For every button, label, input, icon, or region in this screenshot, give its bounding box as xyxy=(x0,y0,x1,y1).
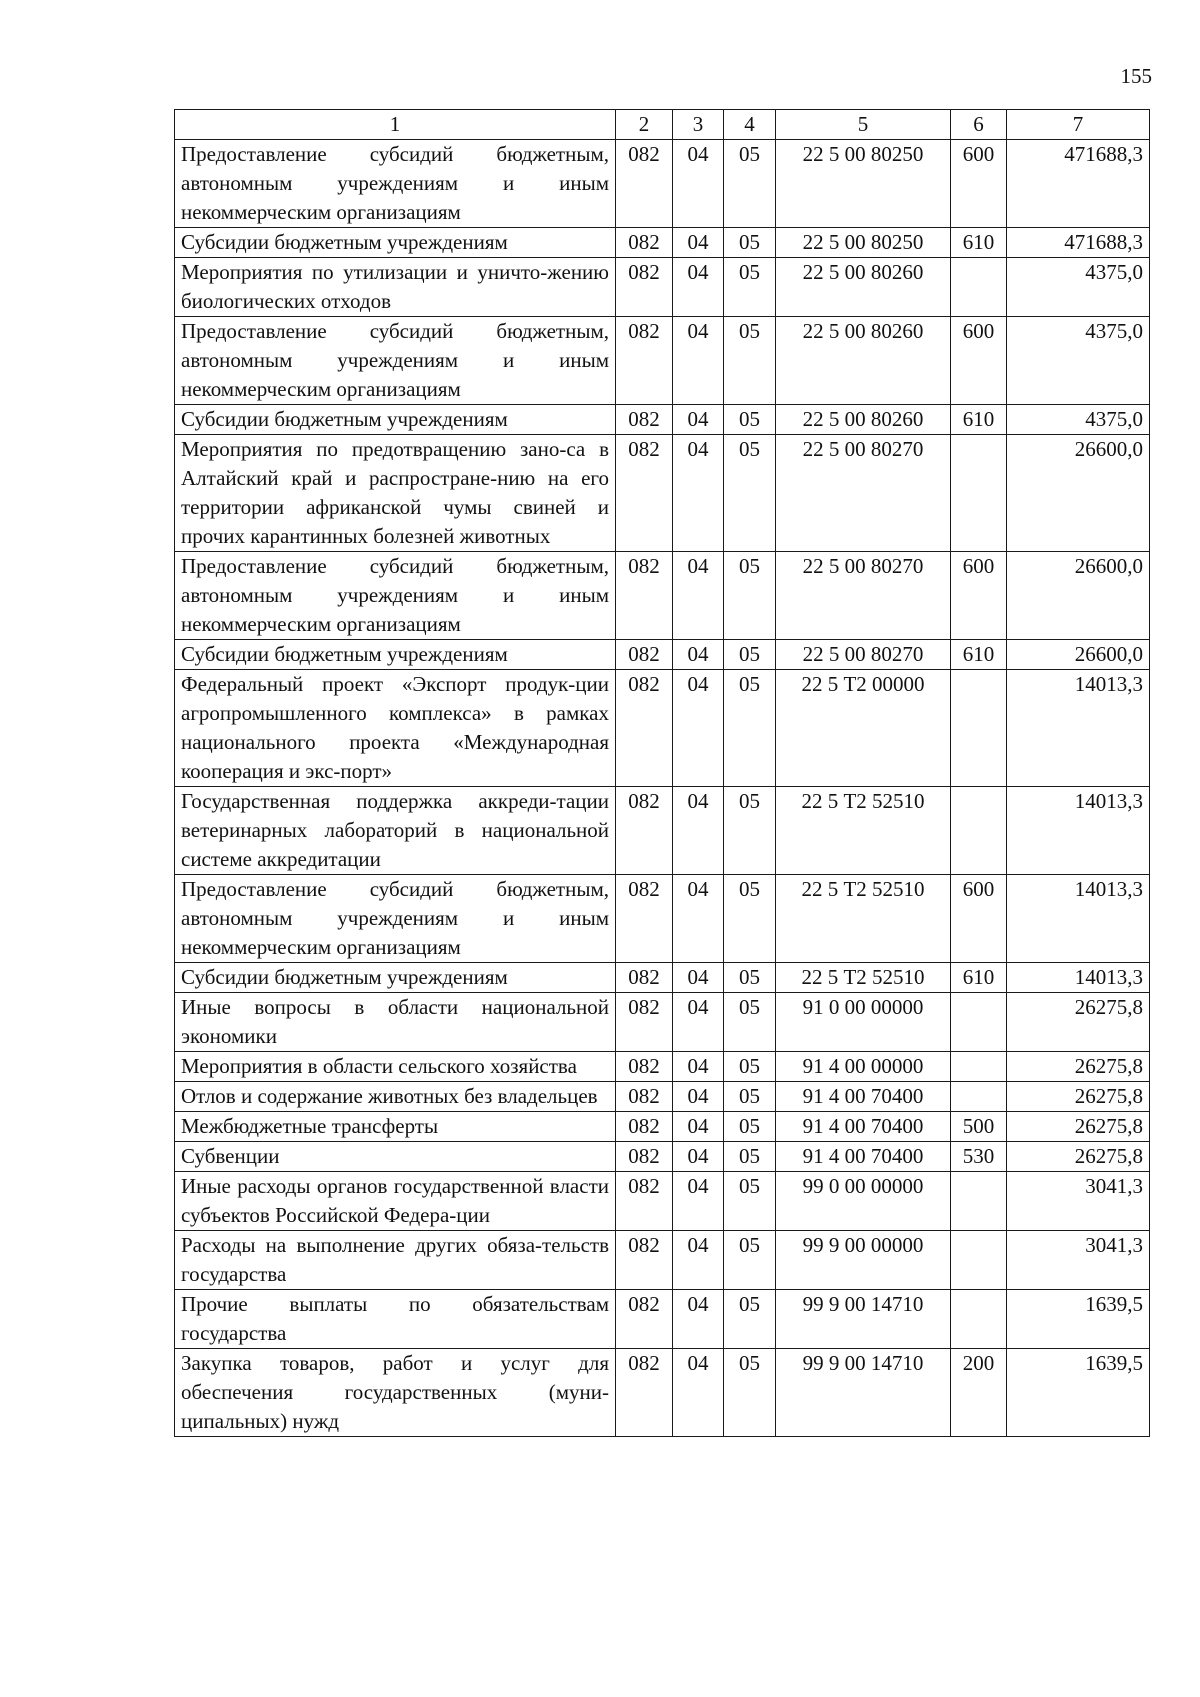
table-cell: 91 4 00 70400 xyxy=(776,1082,951,1112)
table-row xyxy=(175,670,1150,787)
table-cell: 99 9 00 14710 xyxy=(776,1290,951,1349)
table-cell: 04 xyxy=(673,875,724,963)
table-cell: 04 xyxy=(673,1172,724,1231)
table-cell: 600 xyxy=(951,552,1007,640)
table-cell: 082 xyxy=(616,1172,673,1231)
table-cell: Предоставление субсидий бюджетным, автономным учреждениям и иным некоммерческим организациям xyxy=(175,875,616,963)
table-cell: 4375,0 xyxy=(1007,317,1150,405)
table-row xyxy=(175,317,1150,405)
table-cell: 082 xyxy=(616,1142,673,1172)
table-cell: Предоставление субсидий бюджетным, автономным учреждениям и иным некоммерческим организациям xyxy=(175,552,616,640)
table-cell: 082 xyxy=(616,552,673,640)
table-cell: Субсидии бюджетным учреждениям xyxy=(175,228,616,258)
table-cell xyxy=(951,435,1007,552)
table-cell: 3041,3 xyxy=(1007,1172,1150,1231)
table-cell: 04 xyxy=(673,993,724,1052)
table-cell: 05 xyxy=(724,1052,776,1082)
table-cell: Федеральный проект «Экспорт продук-ции агропромышленного комплекса» в рамках национального проекта «Международная кооперация и экс-порт» xyxy=(175,670,616,787)
table-cell: 04 xyxy=(673,1082,724,1112)
table-cell: 91 4 00 70400 xyxy=(776,1112,951,1142)
table-cell: 4375,0 xyxy=(1007,258,1150,317)
table-row xyxy=(175,258,1150,317)
table-cell: 05 xyxy=(724,1082,776,1112)
table-cell: 082 xyxy=(616,435,673,552)
table-cell xyxy=(951,1231,1007,1290)
table-cell: 3041,3 xyxy=(1007,1231,1150,1290)
table-cell: 04 xyxy=(673,1231,724,1290)
table-cell: Субвенции xyxy=(175,1142,616,1172)
table-cell: 600 xyxy=(951,317,1007,405)
table-cell: 04 xyxy=(673,435,724,552)
table-cell: 99 9 00 00000 xyxy=(776,1231,951,1290)
table-cell: 05 xyxy=(724,228,776,258)
table-cell xyxy=(951,670,1007,787)
table-cell: 04 xyxy=(673,552,724,640)
table-cell: 05 xyxy=(724,1172,776,1231)
table-row xyxy=(175,228,1150,258)
table-cell: 082 xyxy=(616,1052,673,1082)
table-cell: 082 xyxy=(616,993,673,1052)
table-cell: 04 xyxy=(673,670,724,787)
table-cell: 500 xyxy=(951,1112,1007,1142)
table-cell: Государственная поддержка аккреди-тации ветеринарных лабораторий в национальной системе аккредитации xyxy=(175,787,616,875)
table-cell: 91 4 00 70400 xyxy=(776,1142,951,1172)
table-cell: Субсидии бюджетным учреждениям xyxy=(175,640,616,670)
table-row xyxy=(175,1112,1150,1142)
table-cell: 471688,3 xyxy=(1007,140,1150,228)
table-cell: 05 xyxy=(724,435,776,552)
table-cell xyxy=(951,1290,1007,1349)
table-cell: 04 xyxy=(673,140,724,228)
table-cell: 610 xyxy=(951,405,1007,435)
table-cell: Субсидии бюджетным учреждениям xyxy=(175,963,616,993)
table-row xyxy=(175,140,1150,228)
table-cell: 05 xyxy=(724,963,776,993)
table-cell: 05 xyxy=(724,993,776,1052)
table-cell: 22 5 00 80270 xyxy=(776,552,951,640)
table-cell xyxy=(951,258,1007,317)
table-cell: 22 5 Т2 52510 xyxy=(776,787,951,875)
table-cell: 04 xyxy=(673,228,724,258)
table-cell: Отлов и содержание животных без владельцев xyxy=(175,1082,616,1112)
table-cell: 22 5 Т2 00000 xyxy=(776,670,951,787)
table-cell: 600 xyxy=(951,875,1007,963)
table-cell: 91 0 00 00000 xyxy=(776,993,951,1052)
table-cell: 04 xyxy=(673,1112,724,1142)
table-cell: 04 xyxy=(673,405,724,435)
table-row xyxy=(175,963,1150,993)
table-cell: 26600,0 xyxy=(1007,640,1150,670)
table-cell: 082 xyxy=(616,258,673,317)
table-cell: 14013,3 xyxy=(1007,787,1150,875)
table-cell: 05 xyxy=(724,1290,776,1349)
table-cell: 04 xyxy=(673,1142,724,1172)
table-cell: 082 xyxy=(616,1290,673,1349)
table-row xyxy=(175,787,1150,875)
table-cell: Предоставление субсидий бюджетным, автономным учреждениям и иным некоммерческим организациям xyxy=(175,317,616,405)
table-row xyxy=(175,435,1150,552)
table-cell: Расходы на выполнение других обяза-тельств государства xyxy=(175,1231,616,1290)
table-cell: 471688,3 xyxy=(1007,228,1150,258)
table-cell: 05 xyxy=(724,552,776,640)
table-row xyxy=(175,640,1150,670)
table-cell: 22 5 00 80270 xyxy=(776,435,951,552)
table-cell: 05 xyxy=(724,1349,776,1437)
table-cell: 22 5 00 80270 xyxy=(776,640,951,670)
column-header: 7 xyxy=(1007,110,1150,140)
column-header: 4 xyxy=(724,110,776,140)
table-cell: 082 xyxy=(616,670,673,787)
table-row xyxy=(175,1231,1150,1290)
table-cell xyxy=(951,1052,1007,1082)
table-row xyxy=(175,993,1150,1052)
table-cell: 04 xyxy=(673,317,724,405)
table-cell: 14013,3 xyxy=(1007,875,1150,963)
table-row xyxy=(175,552,1150,640)
table-cell: Мероприятия в области сельского хозяйства xyxy=(175,1052,616,1082)
table-cell xyxy=(951,1082,1007,1112)
table-cell: 99 0 00 00000 xyxy=(776,1172,951,1231)
table-row xyxy=(175,1142,1150,1172)
table-cell: 05 xyxy=(724,1112,776,1142)
table-cell: 082 xyxy=(616,875,673,963)
table-row xyxy=(175,875,1150,963)
table-cell: 26275,8 xyxy=(1007,1052,1150,1082)
table-cell: 082 xyxy=(616,640,673,670)
table-cell: Предоставление субсидий бюджетным, автономным учреждениям и иным некоммерческим организациям xyxy=(175,140,616,228)
table-cell: 530 xyxy=(951,1142,1007,1172)
table-cell: 04 xyxy=(673,1052,724,1082)
page-number: 155 xyxy=(1120,64,1152,88)
table-cell: Мероприятия по утилизации и уничто-жению биологических отходов xyxy=(175,258,616,317)
table-cell: 05 xyxy=(724,317,776,405)
table-cell: 082 xyxy=(616,405,673,435)
table-cell: 05 xyxy=(724,640,776,670)
table-cell: 05 xyxy=(724,258,776,317)
table-row xyxy=(175,1172,1150,1231)
table-cell: 082 xyxy=(616,228,673,258)
table-cell: 04 xyxy=(673,787,724,875)
table-cell: 082 xyxy=(616,1112,673,1142)
table-cell: 05 xyxy=(724,1142,776,1172)
column-header: 1 xyxy=(175,110,616,140)
table-cell: 04 xyxy=(673,1290,724,1349)
table-cell: 082 xyxy=(616,787,673,875)
table-cell: 1639,5 xyxy=(1007,1349,1150,1437)
table-cell: 04 xyxy=(673,640,724,670)
table-row xyxy=(175,1349,1150,1437)
table-cell: 082 xyxy=(616,140,673,228)
table-cell: Иные расходы органов государственной власти субъектов Российской Федера-ции xyxy=(175,1172,616,1231)
table-cell: 082 xyxy=(616,1231,673,1290)
table-cell: 26600,0 xyxy=(1007,435,1150,552)
table-cell: 14013,3 xyxy=(1007,670,1150,787)
column-header: 2 xyxy=(616,110,673,140)
table-cell: 14013,3 xyxy=(1007,963,1150,993)
table-cell: 05 xyxy=(724,875,776,963)
table-cell: 22 5 00 80250 xyxy=(776,140,951,228)
table-cell: Иные вопросы в области национальной экономики xyxy=(175,993,616,1052)
table-cell: 26275,8 xyxy=(1007,1082,1150,1112)
table-cell: 4375,0 xyxy=(1007,405,1150,435)
table-row xyxy=(175,1290,1150,1349)
table-cell: 26275,8 xyxy=(1007,1142,1150,1172)
table-cell: 22 5 00 80250 xyxy=(776,228,951,258)
column-header: 6 xyxy=(951,110,1007,140)
table-cell: Прочие выплаты по обязательствам государства xyxy=(175,1290,616,1349)
table-cell: 082 xyxy=(616,317,673,405)
budget-table xyxy=(174,109,1150,1437)
table-cell: 610 xyxy=(951,640,1007,670)
table-cell: 22 5 00 80260 xyxy=(776,405,951,435)
table-cell: 600 xyxy=(951,140,1007,228)
table-cell: 610 xyxy=(951,228,1007,258)
table-cell: 610 xyxy=(951,963,1007,993)
table-header-row xyxy=(175,110,1150,140)
table-cell: 04 xyxy=(673,1349,724,1437)
table-cell: Закупка товаров, работ и услуг для обеспечения государственных (муни-ципальных) нужд xyxy=(175,1349,616,1437)
table-cell: Субсидии бюджетным учреждениям xyxy=(175,405,616,435)
table-cell: 26275,8 xyxy=(1007,1112,1150,1142)
table-cell: 22 5 00 80260 xyxy=(776,258,951,317)
column-header: 3 xyxy=(673,110,724,140)
table-cell: Межбюджетные трансферты xyxy=(175,1112,616,1142)
table-cell xyxy=(951,787,1007,875)
table-cell: 05 xyxy=(724,1231,776,1290)
table-cell: Мероприятия по предотвращению зано-са в Алтайский край и распростране-нию на его территории африканской чумы свиней и прочих карантинных болезней животных xyxy=(175,435,616,552)
table-cell xyxy=(951,1172,1007,1231)
table-cell: 1639,5 xyxy=(1007,1290,1150,1349)
table-cell: 22 5 Т2 52510 xyxy=(776,963,951,993)
table-cell: 05 xyxy=(724,140,776,228)
table-cell: 91 4 00 00000 xyxy=(776,1052,951,1082)
table-cell: 99 9 00 14710 xyxy=(776,1349,951,1437)
table-cell: 05 xyxy=(724,405,776,435)
table-cell xyxy=(951,993,1007,1052)
table-cell: 04 xyxy=(673,258,724,317)
table-row xyxy=(175,1052,1150,1082)
table-cell: 26600,0 xyxy=(1007,552,1150,640)
table-cell: 05 xyxy=(724,670,776,787)
table-cell: 22 5 Т2 52510 xyxy=(776,875,951,963)
table-cell: 26275,8 xyxy=(1007,993,1150,1052)
table-row xyxy=(175,1082,1150,1112)
table-row xyxy=(175,405,1150,435)
table-cell: 200 xyxy=(951,1349,1007,1437)
table-cell: 22 5 00 80260 xyxy=(776,317,951,405)
table-cell: 04 xyxy=(673,963,724,993)
table-cell: 082 xyxy=(616,1349,673,1437)
table-cell: 05 xyxy=(724,787,776,875)
table-cell: 082 xyxy=(616,1082,673,1112)
column-header: 5 xyxy=(776,110,951,140)
table-cell: 082 xyxy=(616,963,673,993)
